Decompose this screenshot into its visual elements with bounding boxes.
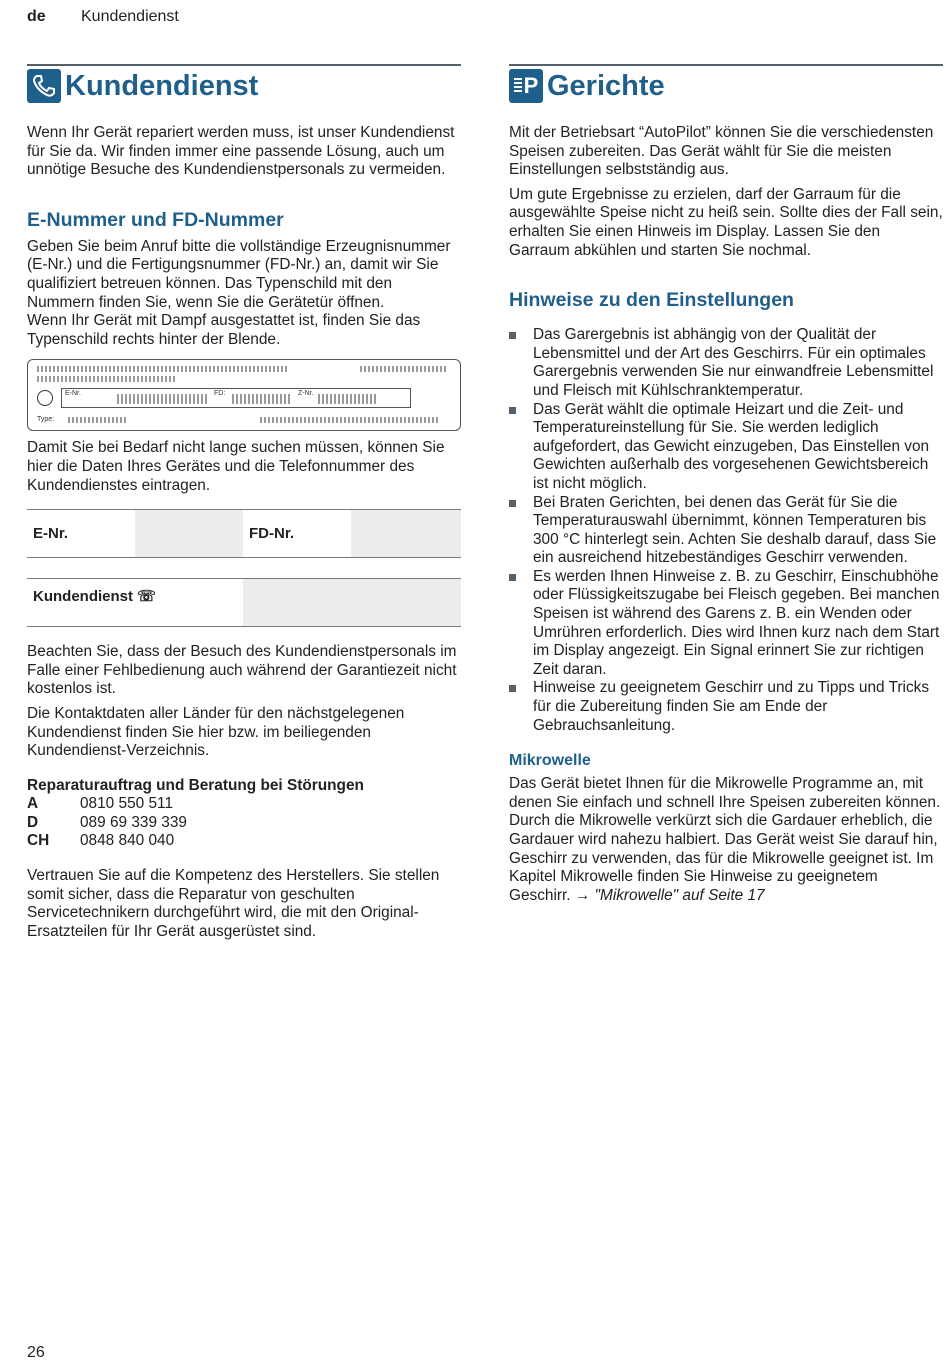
paragraph-enr-1: Geben Sie beim Anruf bitte die vollständige Erzeugnisnummer (E-Nr.) und die Fertigungsnummer (FD-Nr.) an, damit wir Sie qualifiziert betreuen können. Das Typenschild mit den Nummern finden Sie, wenn Sie die Gerätetür öffnen. xyxy=(27,237,451,311)
paragraph-contact: Die Kontaktdaten aller Länder für den nächstgelegenen Kundendienst finden Sie hier bzw. im beiliegenden Kundendienst-Verzeichnis. xyxy=(27,704,405,760)
plate-znr-label: Z-Nr. xyxy=(298,390,314,398)
phone-number: 0848 840 040 xyxy=(80,832,175,850)
service-phone-field[interactable] xyxy=(243,579,461,626)
section-header-gerichte xyxy=(509,64,943,104)
phone-number: 089 69 339 339 xyxy=(80,813,187,831)
contact-row xyxy=(27,832,461,851)
list-item: Hinweise zu geeignetem Geschirr und zu Tipps und Tricks für die Zubereitung finden Sie am Ende der Gebrauchsanleitung. xyxy=(509,679,943,735)
section-title: Gerichte xyxy=(547,70,665,102)
list-item: Bei Braten Gerichten, bei denen das Gerät für Sie die Temperaturauswahl übernimmt, können Temperaturen bis 300 °C hinterlegt sein. Achten Sie deshalb darauf, dass Sie ein ausreichend hitzebeständiges Geschirr verwenden. xyxy=(509,494,943,568)
language-code: de xyxy=(27,8,46,25)
heading-hints: Hinweise zu den Einstellungen xyxy=(509,289,794,312)
warning-symbol-icon xyxy=(37,390,53,406)
cross-reference-link[interactable]: "Mikrowelle" auf Seite 17 xyxy=(594,886,765,904)
enr-label: E-Nr. xyxy=(33,525,69,543)
list-item: Es werden Ihnen Hinweise z. B. zu Geschirr, Einschubhöhe oder Flüssigkeitszugabe bei Fleisch gegeben. Bei manchen Speisen ist während des Garens z. B. ein Wenden oder Umrühren erforderlich. Dies wird Ihnen kurz nach dem Start im Display angezeigt. Ein Signal erinnert Sie zur richtigen Zeit daran. xyxy=(509,568,943,680)
list-item: Das Gerät wählt die optimale Heizart und die Zeit- und Temperatureinstellung für Sie. Sie werden lediglich aufgefordert, das Gewicht einzugeben, Das Einstellen von Gewichten außerhalb des vorgesehenen Gewichtsbereich ist nicht möglich. xyxy=(509,401,943,494)
heading-enr-fdnr: E-Nummer und FD-Nummer xyxy=(27,208,284,231)
fdnr-field[interactable] xyxy=(351,510,461,557)
paragraph-note: Damit Sie bei Bedarf nicht lange suchen müssen, können Sie hier die Daten Ihres Gerätes und die Telefonnummer des Kundendienstes eintragen. xyxy=(27,439,445,494)
running-header-title: Kundendienst xyxy=(81,8,179,25)
fdnr-label: FD-Nr. xyxy=(249,525,294,543)
section-title: Kundendienst xyxy=(65,70,259,102)
country-code: D xyxy=(27,813,39,831)
country-code: CH xyxy=(27,832,50,850)
contact-row xyxy=(27,814,461,833)
hints-list xyxy=(509,326,943,735)
arrow-icon: → xyxy=(574,886,591,904)
plate-enr-label: E-Nr. xyxy=(65,390,81,398)
plate-type-label: Type: xyxy=(37,416,55,424)
phone-number: 0810 550 511 xyxy=(80,795,174,813)
paragraph-enr-2: Wenn Ihr Gerät mit Dampf ausgestattet ist, finden Sie das Typenschild rechts hinter der Blende. xyxy=(27,312,421,348)
phone-icon xyxy=(27,69,61,103)
country-code: A xyxy=(27,795,39,813)
type-plate-illustration xyxy=(27,359,461,431)
left-column xyxy=(27,64,461,941)
heading-mikrowelle: Mikrowelle xyxy=(509,752,591,770)
paragraph-autopilot: Mit der Betriebsart “AutoPilot” können Sie die verschiedensten Speisen zubereiten. Das Gerät wählt für Sie die meisten Einstellungen selbstständig aus. xyxy=(509,124,934,179)
paragraph-mikrowelle: Das Gerät bietet Ihnen für die Mikrowelle Programme an, mit denen Sie einfach und schnell Ihre Speisen zubereiten können. Durch die Mikrowelle verkürzt sich die Gardauer erheblich, die Gardauer wird nahezu halbiert. Das Gerät weist Sie darauf hin, Geschirr zu verwenden, das für die Mikrowelle geeignet ist. Im Kapitel Mikrowelle finden Sie Hinweise zu geeignetem Geschirr. → "Mikrowelle" auf Seite 17 xyxy=(509,775,941,904)
service-label: Kundendienst ☏ xyxy=(33,588,156,606)
right-column xyxy=(509,64,943,905)
autopilot-icon: P xyxy=(509,69,543,103)
enr-field[interactable] xyxy=(135,510,243,557)
contact-heading: Reparaturauftrag und Beratung bei Störungen xyxy=(27,776,364,794)
intro-paragraph: Wenn Ihr Gerät repariert werden muss, ist unser Kundendienst für Sie da. Wir finden immer eine passende Lösung, auch um unnötige Besuche des Kundendienstpersonals zu vermeiden. xyxy=(27,124,455,179)
list-item: Das Garergebnis ist abhängig von der Qualität der Lebensmittel und der Art des Geschirrs. Für ein optimales Garergebnis verwenden Sie nur einwandfreie Lebensmittel und Fleisch mit Kühlschranktemperatur. xyxy=(509,326,943,400)
plate-fd-label: FD: xyxy=(214,390,226,398)
contact-block xyxy=(27,777,461,851)
paragraph-trust: Vertrauen Sie auf die Kompetenz des Herstellers. Sie stellen somit sicher, dass die Reparatur von geschulten Servicetechnikern durchgeführt wird, die mit den Original-Ersatzteilen für Ihr Gerät ausgerüstet sind. xyxy=(27,867,440,940)
type-plate-number-box xyxy=(61,388,411,408)
paragraph-warranty: Beachten Sie, dass der Besuch des Kundendienstpersonals im Falle einer Fehlbedienung auch während der Garantiezeit nicht kostenlos ist. xyxy=(27,643,457,698)
contact-row xyxy=(27,795,461,814)
customer-data-form xyxy=(27,509,461,627)
section-header-kundendienst xyxy=(27,64,461,104)
paragraph-garraum: Um gute Ergebnisse zu erzielen, darf der Garraum für die ausgewählte Speise nicht zu heiß sein. Sollte dies der Fall sein, erhalten Sie einen Hinweis im Display. Lassen Sie den Garraum abkühlen und starten Sie nochmal. xyxy=(509,185,943,259)
page-number: 26 xyxy=(27,1344,45,1361)
